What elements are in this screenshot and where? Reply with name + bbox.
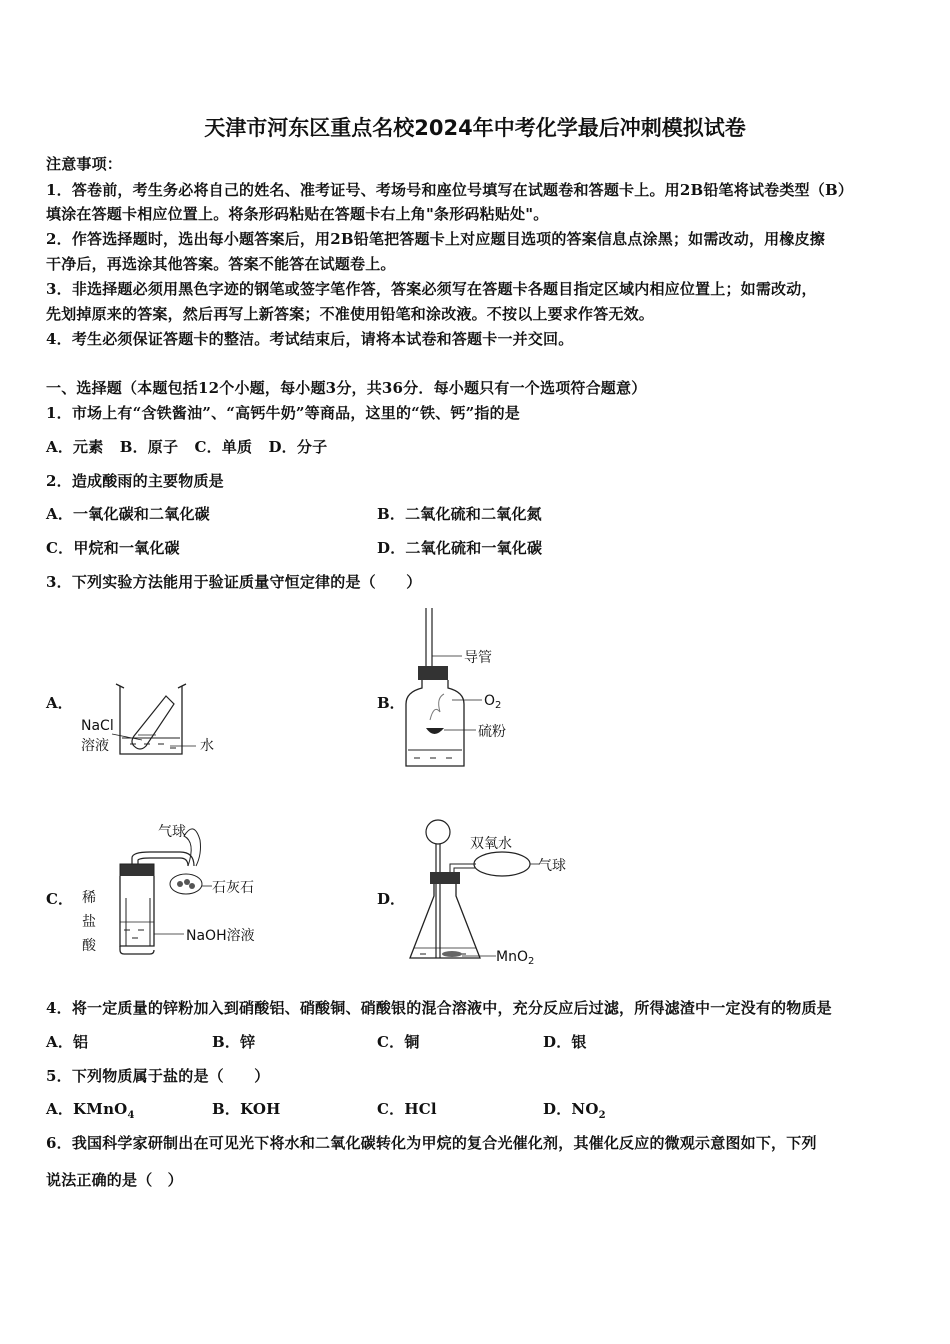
question-5-stem: 5．下列物质属于盐的是（ ） — [46, 1067, 270, 1085]
question-2-option-b: B．二氧化硫和二氧化氮 — [377, 505, 542, 523]
fig-b-tube-label: 导管 — [464, 650, 492, 666]
notice-line: 3．非选择题必须用黑色字迹的钢笔或签字笔作答，答案必须写在答题卡各题目指定区域内相应位置上；如需改动， — [46, 280, 817, 298]
fig-a-solution-label: 溶液 — [81, 738, 109, 754]
question-4-option-a: A．铝 — [46, 1033, 89, 1051]
question-4-option-d: D．银 — [543, 1033, 587, 1051]
notice-heading: 注意事项： — [46, 155, 123, 173]
fig-b-sulfur-label: 硫粉 — [478, 724, 506, 740]
question-2-stem: 2．造成酸雨的主要物质是 — [46, 472, 224, 490]
question-3-label-c: C． — [46, 890, 73, 908]
fig-d-mno2-label: MnO$_2$ — [496, 949, 535, 967]
question-3-label-a: A． — [46, 694, 73, 712]
figure-b-bottle — [400, 608, 530, 773]
question-1-options: A．元素 B．原子 C．单质 D．分子 — [46, 438, 328, 456]
question-5-option-b: B．KOH — [212, 1100, 281, 1118]
question-2-option-d: D．二氧化硫和一氧化碳 — [377, 539, 543, 557]
section-heading: 一、选择题（本题包括12个小题，每小题3分，共36分．每小题只有一个选项符合题意） — [46, 379, 647, 397]
notice-line: 4．考生必须保证答题卡的整洁。考试结束后，请将本试卷和答题卡一并交回。 — [46, 330, 574, 348]
question-3-label-d: D． — [377, 890, 406, 908]
question-4-stem: 4．将一定质量的锌粉加入到硝酸铝、硝酸铜、硝酸银的混合溶液中，充分反应后过滤，所得滤渣中一定没有的物质是 — [46, 999, 832, 1017]
question-2-option-c: C．甲烷和一氧化碳 — [46, 539, 180, 557]
notice-line: 干净后，再选涂其他答案。答案不能答在试题卷上。 — [46, 255, 396, 273]
figure-c-apparatus — [80, 822, 280, 962]
notice-line: 先划掉原来的答案，然后再写上新答案；不准使用铅笔和涂改液。不按以上要求作答无效。 — [46, 305, 655, 323]
fig-d-balloon-label: 气球 — [538, 858, 566, 874]
question-2-option-a: A．一氧化碳和二氧化碳 — [46, 505, 210, 523]
question-6-stem-line1: 6．我国科学家研制出在可见光下将水和二氧化碳转化为甲烷的复合光催化剂，其催化反应的微观示意图如下，下列 — [46, 1134, 817, 1152]
fig-c-acid-char: 盐 — [82, 914, 96, 930]
fig-c-acid-char: 稀 — [82, 890, 96, 906]
fig-c-naoh-label: NaOH溶液 — [186, 928, 255, 944]
page-title: 天津市河东区重点名校2024年中考化学最后冲刺模拟试卷 — [204, 116, 746, 140]
notice-line: 1．答卷前，考生务必将自己的姓名、准考证号、考场号和座位号填写在试题卷和答题卡上。用2B铅笔将试卷类型（B） — [46, 181, 854, 199]
fig-c-limestone-label: 石灰石 — [212, 880, 254, 896]
question-5-option-c: C．HCl — [377, 1100, 437, 1118]
fig-b-o2-label: $O_2$ — [484, 693, 502, 711]
notice-line: 填涂在答题卡相应位置上。将条形码粘贴在答题卡右上角"条形码粘贴处"。 — [46, 205, 549, 223]
question-6-stem-line2: 说法正确的是（ ） — [46, 1171, 183, 1189]
fig-a-nacl-label: NaCl — [81, 718, 114, 734]
fig-a-water-label: 水 — [200, 738, 214, 754]
question-4-option-b: B．锌 — [212, 1033, 256, 1051]
question-3-label-b: B． — [377, 694, 405, 712]
question-1-stem: 1．市场上有“含铁酱油”、“高钙牛奶”等商品，这里的“铁、钙”指的是 — [46, 404, 521, 422]
notice-line: 2．作答选择题时，选出每小题答案后，用2B铅笔把答题卡上对应题目选项的答案信息点涂黑；如需改动，用橡皮擦 — [46, 230, 825, 248]
question-3-stem: 3．下列实验方法能用于验证质量守恒定律的是（ ） — [46, 573, 422, 591]
question-5-option-d: D．$NO_2$ — [543, 1100, 606, 1121]
fig-c-acid-char: 酸 — [82, 938, 96, 954]
question-4-option-c: C．铜 — [377, 1033, 420, 1051]
figure-a-beaker — [70, 680, 230, 760]
fig-d-h2o2-label: 双氧水 — [470, 836, 512, 852]
fig-c-balloon-label: 气球 — [158, 824, 186, 840]
figure-d-apparatus — [400, 818, 580, 968]
question-5-option-a: A．KMnO$_4$ — [46, 1100, 135, 1121]
